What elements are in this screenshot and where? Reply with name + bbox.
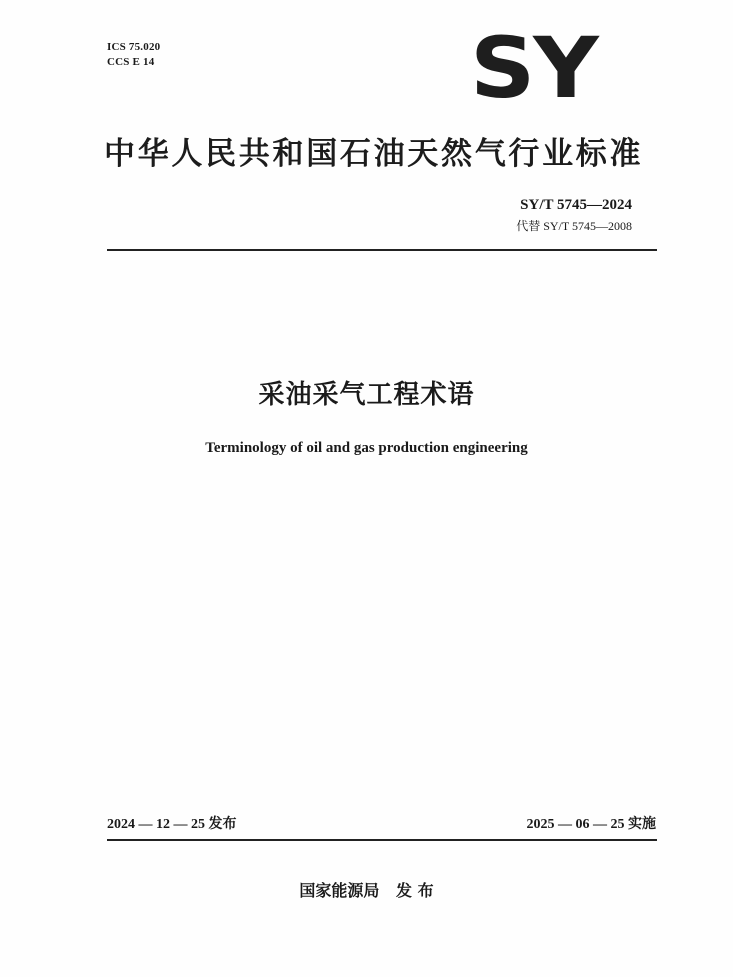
ccs-code: CCS E 14: [107, 56, 155, 68]
classification-codes: [107, 40, 160, 70]
replaces-standard: 代替 SY/T 5745—2008: [516, 219, 632, 233]
effective-date: 2025 — 06 — 25 实施: [526, 817, 656, 832]
bottom-divider: [107, 839, 657, 841]
standard-number: SY/T 5745—2024: [520, 197, 632, 213]
document-title-english: Terminology of oil and gas production engineering: [205, 440, 528, 456]
top-divider: [107, 249, 657, 251]
ics-code: ICS 75.020: [107, 41, 161, 53]
sy-logo: SY: [470, 19, 597, 117]
standard-category-title: 中华人民共和国石油天然气行业标准: [104, 136, 644, 172]
issue-date: 2024 — 12 — 25 发布: [107, 817, 237, 832]
document-title-chinese: 采油采气工程术语: [258, 380, 475, 410]
issuing-authority: 国家能源局 发 布: [299, 881, 434, 900]
